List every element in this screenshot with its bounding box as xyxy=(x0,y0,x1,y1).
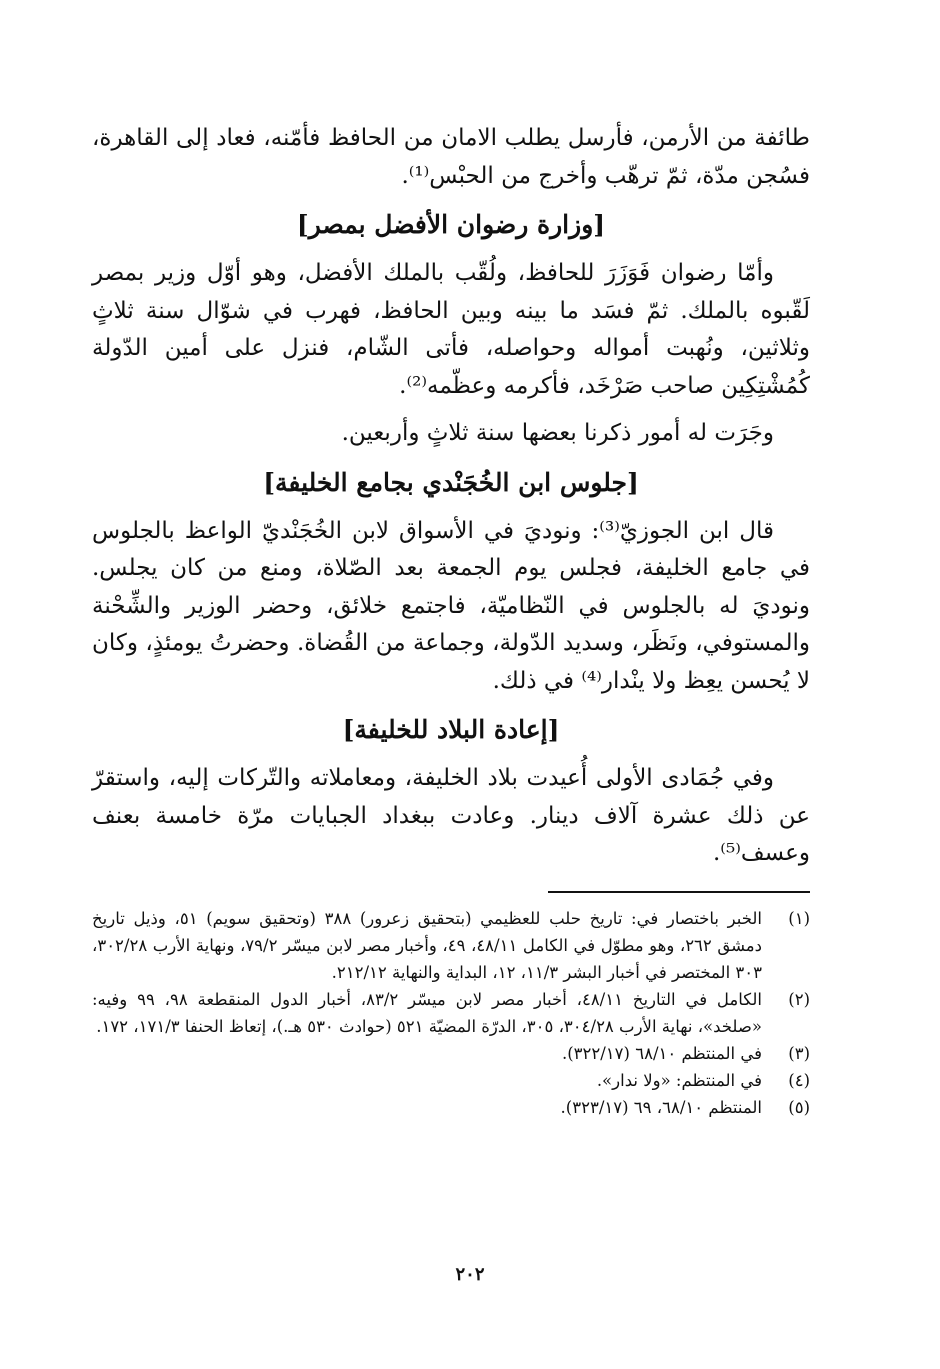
paragraph-lands: وفي جُمَادى الأولى أُعيدت بلاد الخليفة، ومعاملاته والتّركات إليه، واستقرّ عن ذلك عشرة آلاف دينار. وعادت ببغداد الجبايات مرّة خامسة بعنف وعسف⁽⁵⁾. xyxy=(92,765,810,866)
footnote-number: (٣) xyxy=(788,1043,810,1063)
footnote xyxy=(92,1094,810,1121)
footnote xyxy=(92,1067,810,1094)
footnote-text: المنتظم ٦٨/١٠، ٦٩ (٣٢٣/١٧). xyxy=(560,1097,762,1117)
footnote-number: (٤) xyxy=(788,1070,810,1090)
spacer xyxy=(92,405,810,415)
page-body xyxy=(92,120,810,1121)
section-heading-lands: [إعادة البلاد للخليفة] xyxy=(342,715,560,744)
paragraph-events: وجَرَت له أمور ذكرنا بعضها سنة ثلاثٍ وأربعين. xyxy=(341,420,774,446)
section-heading-ridwan: [وزارة رضوان الأفضل بمصر] xyxy=(296,210,606,239)
footnote-number: (١) xyxy=(788,908,810,928)
footnote xyxy=(92,986,810,1040)
footnote xyxy=(92,1040,810,1067)
footnote-text: في المنتظم ٦٨/١٠ (٣٢٢/١٧). xyxy=(561,1043,762,1063)
footnote xyxy=(92,905,810,986)
footnote-number: (٥) xyxy=(788,1097,810,1117)
footnote-text: الكامل في التاريخ ٤٨/١١، أخبار مصر لابن ميسّر ٨٣/٢، أخبار الدول المنقطعة ٩٨، ٩٩ وفيه: «صلخد»، نهاية الأرب ٣٠٤/٢٨، ٣٠٥، الدرّة المضيّة ٥٢١ (حوادث ٥٣٠ هـ.)، إتعاظ الحنفا ١٧١/٣، ١٧٢. xyxy=(92,989,762,1036)
page-number: ٢٠٢ xyxy=(455,1264,485,1285)
footnote-text: الخبر باختصار في: تاريخ حلب للعظيمي (بتحقيق زعرور) ٣٨٨ (وتحقيق سويم) ٥١، وذيل تاريخ دمشق ٢٦٢، وهو مطوّل في الكامل ٤٨/١١، ٤٩، وأخبار مصر لابن ميسّر ٧٩/٢، ونهاية الأرب ٣٠٢/٢٨، ٣٠٣ المختصر في أخبار البشر ١١/٣، ١٢، البداية والنهاية ٢١٢/١٢. xyxy=(92,908,762,982)
paragraph-khujandi: قال ابن الجوزيّ⁽³⁾: ونوديَ في الأسواق لابن الخُجَنْديّ الواعظ بالجلوس في جامع الخليفة، فجلس يوم الجمعة بعد الصّلاة، ومنع من كان يجلس. ونوديَ له بالجلوس في النّظاميّة، فاجتمع خلائق، وحضر الوزير والشِّحْنة والمستوفي، ونَظَر، وسديد الدّولة، وجماعة من القُضاة. وحضرتُ يومئذٍ، وكان لا يُحسن يعِظ ولا ينْدار⁽⁴⁾ في ذلك. xyxy=(92,517,810,694)
footnote-text: في المنتظم: «ولا ندار». xyxy=(596,1070,762,1090)
footnotes xyxy=(92,905,810,1121)
paragraph-intro: طائفة من الأرمن، فأرسل يطلب الامان من الحافظ فأمّنه، فعاد إلى القاهرة، فسُجن مدّة، ثمّ ترهّب وأخرج من الحبْس⁽¹⁾. xyxy=(92,125,810,189)
section-heading-khujandi: [جلوس ابن الخُجَنْدي بجامع الخليفة] xyxy=(263,467,639,497)
footnote-number: (٢) xyxy=(788,989,810,1009)
paragraph-ridwan: وأمّا رضوان فَوَزَرَ للحافظ، ولُقّب بالملك الأفضل، وهو أوّل وزير بمصر لَقّبوه بالملك. ثمّ فسَد ما بينه وبين الحافظ، فهرب في شوّال سنة ثلاثٍ وثلاثين، ونُهبت أمواله وحواصله، فأتى الشّام، فنزل على أمين الدّولة كُمُشْتِكِين صاحب صَرْخَد، فأكرمه وعظّمه⁽²⁾. xyxy=(92,260,810,399)
footnote-separator xyxy=(548,891,810,893)
